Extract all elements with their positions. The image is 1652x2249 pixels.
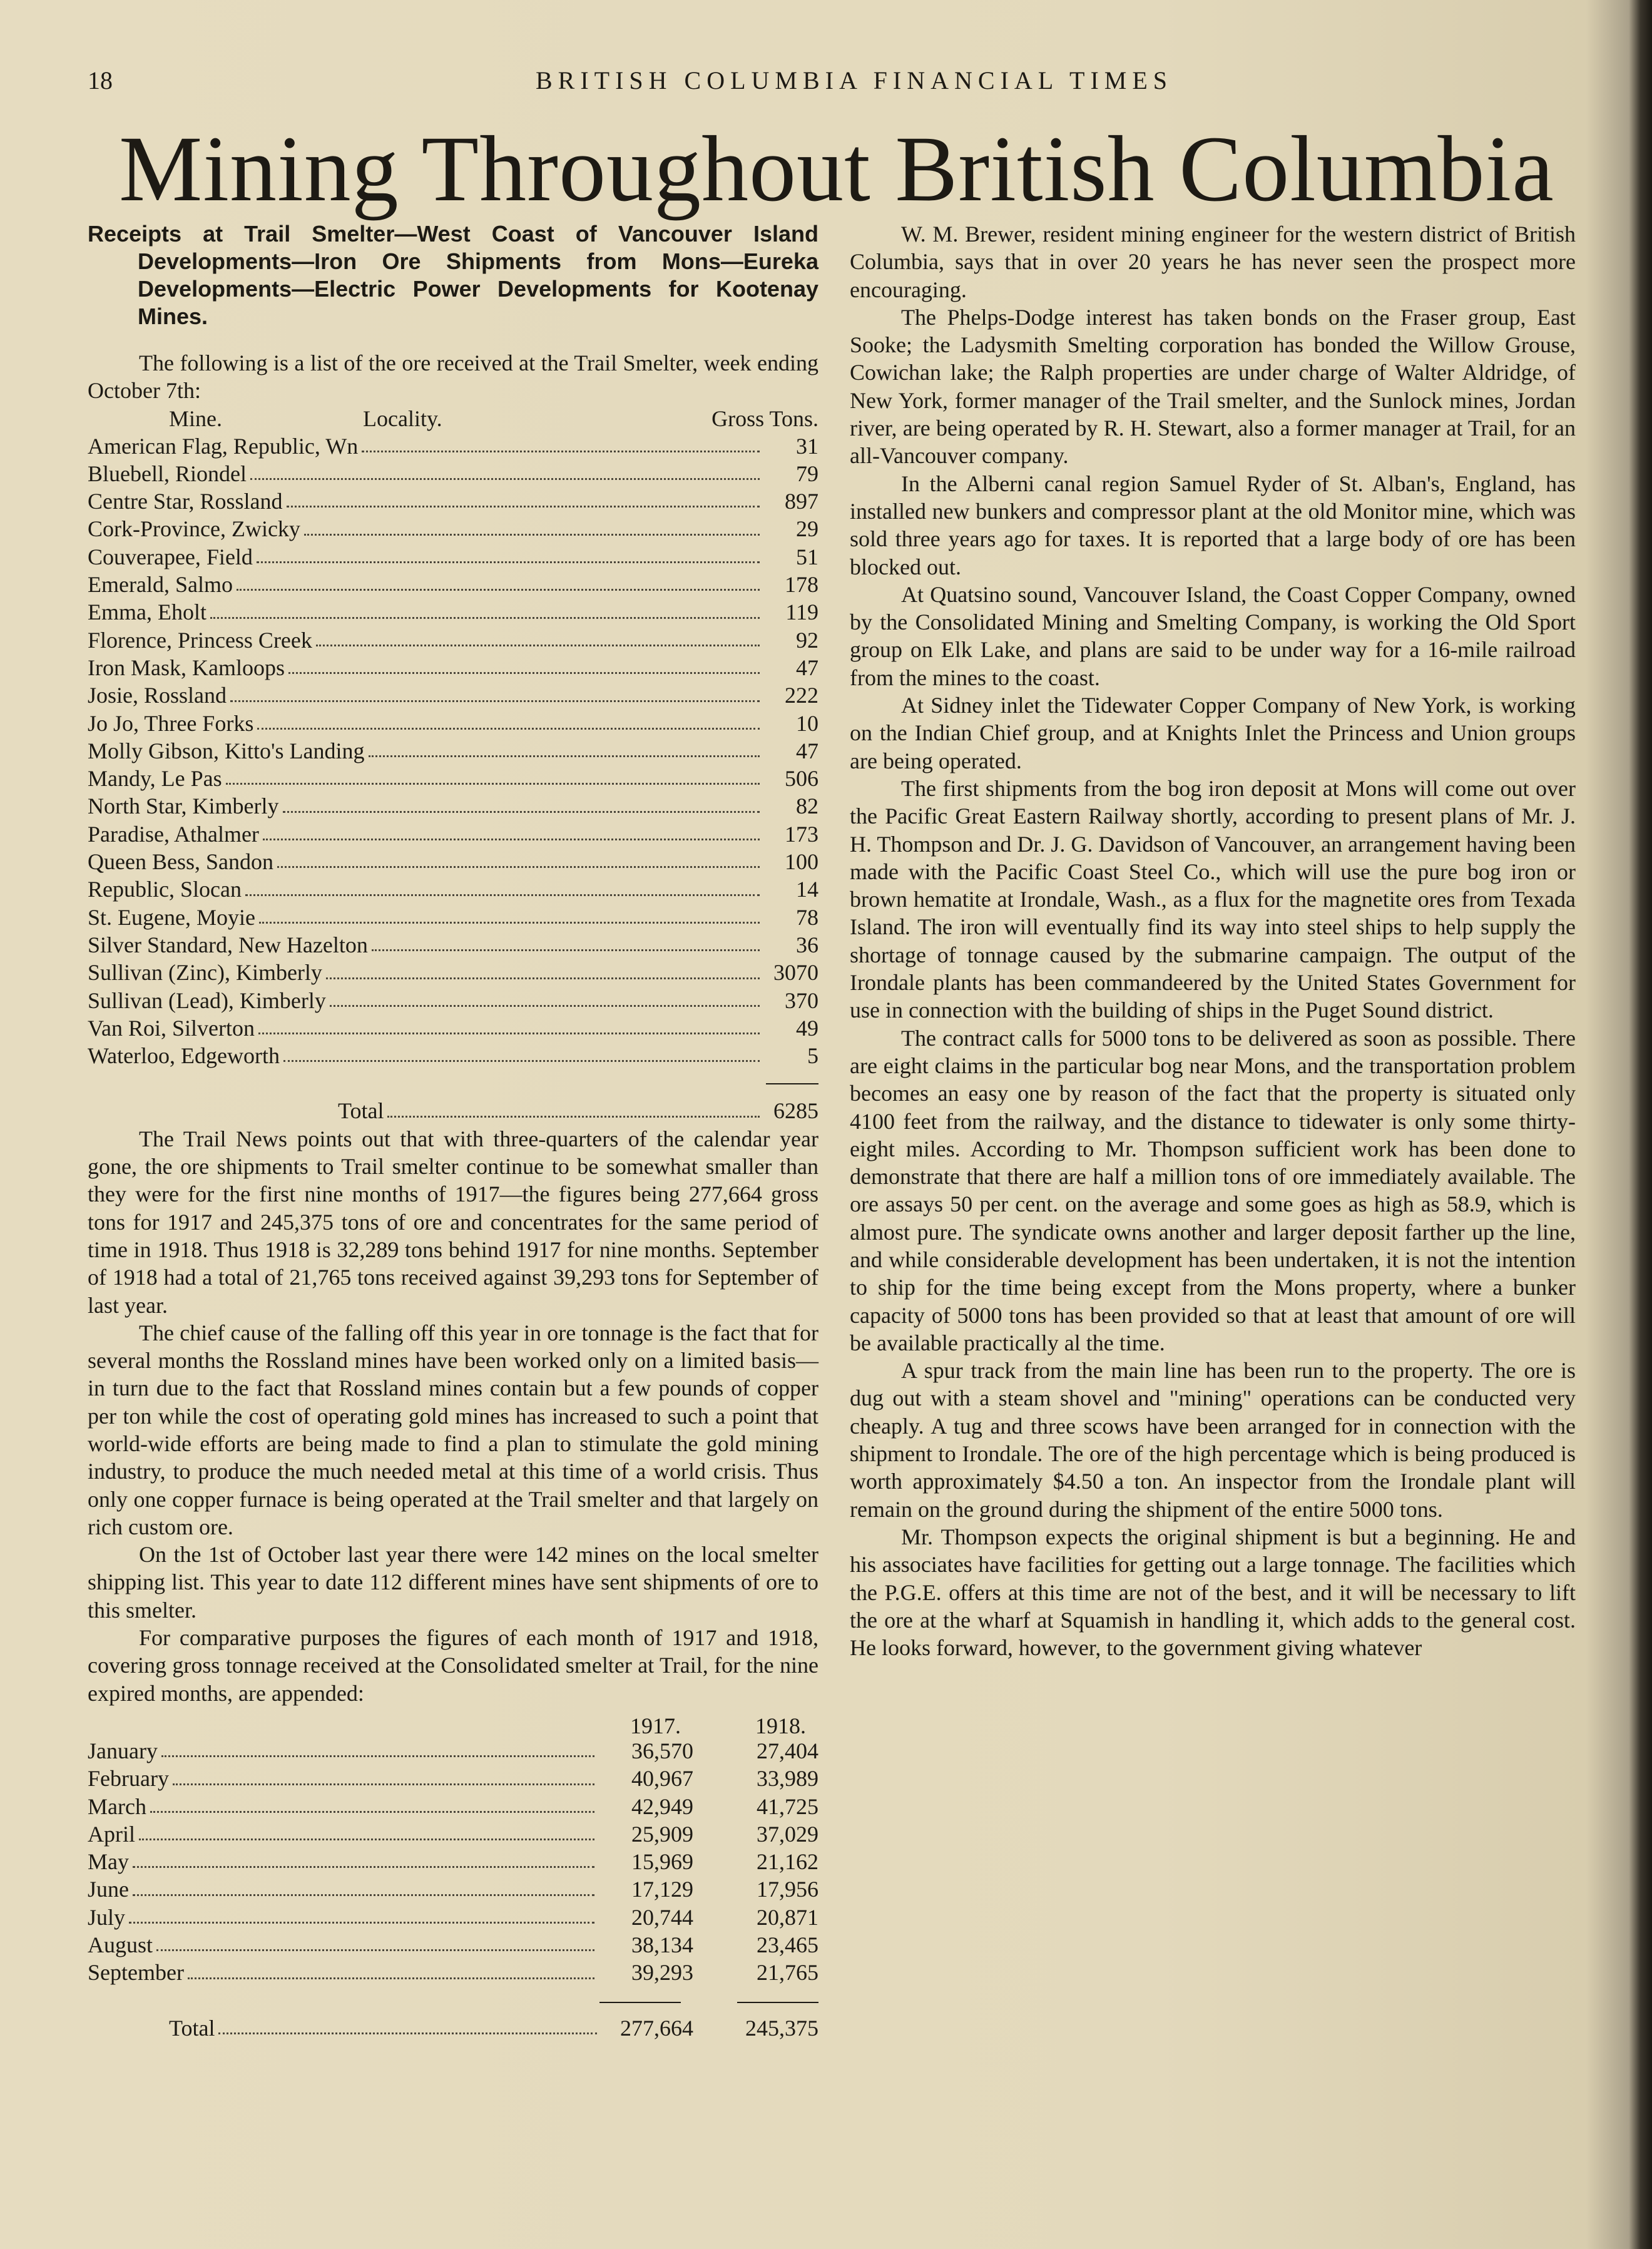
gross-tons: 47 [796, 738, 818, 763]
body-paragraph: At Quatsino sound, Vancouver Island, the Coast Copper Company, owned by the Consolidated Mining and Smelting Company, is working the Old Sport group on Elk Lake, and plans are said to be under way for a 16-mile railroad from the mines to the coast. [850, 581, 1576, 690]
month-row [88, 1820, 818, 1848]
leader-dots [283, 1060, 760, 1062]
gross-tons: 51 [796, 544, 818, 569]
mine-locality: Republic, Slocan [88, 877, 242, 902]
leader-dots [230, 700, 760, 702]
leader-dots [250, 478, 760, 480]
ore-row [88, 432, 818, 460]
value-1917: 42,949 [631, 1793, 693, 1819]
month-row [88, 1931, 818, 1959]
month-name: February [88, 1766, 169, 1792]
ore-row [88, 904, 818, 931]
month-name: September [88, 1960, 184, 1986]
ore-row [88, 654, 818, 681]
body-paragraph: For comparative purposes the figures of each month of 1917 and 1918, covering gross tonnage received at the Consolidated smelter at Trail, for the nine expired months, are appended: [88, 1625, 818, 1706]
leader-dots [133, 1866, 594, 1868]
monthly-table-header [88, 1712, 818, 1737]
ore-total-value: 6285 [773, 1098, 818, 1124]
month-row [88, 1904, 818, 1931]
ore-row [88, 1014, 818, 1042]
mine-locality: Sullivan (Lead), Kimberly [88, 987, 326, 1013]
value-1917: 36,570 [631, 1738, 693, 1763]
ore-table-rule [88, 1069, 818, 1097]
month-name: March [88, 1793, 146, 1819]
leader-dots [288, 672, 760, 674]
body-paragraph: A spur track from the main line has been run to the property. The ore is dug out with a steam shovel and "mining" operations can be conducted very cheaply. A tug and three scows have been arranged for in connection with the shipment to Irondale. The ore of the high percentage which is being produced is worth approximately $4.50 a ton. An inspector from the Irondale plant will remain on the ground during the shipment of the entire 5000 tons. [850, 1358, 1576, 1522]
month-name: August [88, 1932, 153, 1958]
monthly-total-1918: 245,375 [745, 2015, 818, 2041]
left-column [88, 220, 818, 2229]
gross-tons: 47 [796, 655, 818, 680]
leader-dots [387, 1116, 760, 1118]
leader-dots [277, 866, 760, 868]
article-subheading: Receipts at Trail Smelter—West Coast of Vancouver Island Developments—Iron Ore Shipments from Mons—Eureka Developments—Electric Power Developments for Kootenay Mines. [88, 221, 818, 329]
ore-table-total [88, 1097, 818, 1124]
leader-dots [156, 1949, 594, 1951]
mine-locality: Silver Standard, New Hazelton [88, 932, 368, 957]
mine-locality: Josie, Rossland [88, 683, 227, 708]
gross-tons: 222 [785, 683, 818, 708]
leader-dots [257, 728, 760, 730]
leader-dots [133, 1894, 594, 1896]
mine-locality: Queen Bess, Sandon [88, 849, 273, 875]
ore-table [88, 432, 818, 1070]
col-locality: Locality. [363, 405, 442, 431]
body-paragraph: On the 1st of October last year there were 142 mines on the local smelter shipping list. This year to date 112 different mines have sent shipments of ore to this smelter. [88, 1542, 818, 1623]
gross-tons: 92 [796, 627, 818, 653]
ore-row [88, 543, 818, 571]
ore-row [88, 987, 818, 1014]
gross-tons: 82 [796, 793, 818, 819]
month-name: April [88, 1821, 135, 1847]
value-1917: 39,293 [631, 1960, 693, 1986]
body-paragraph: Mr. Thompson expects the original shipment is but a beginning. He and his associates have facilities for getting out a large tonnage. The facilities which the P.G.E. offers at this time are not of the best, and it will be necessary to lift the ore at the wharf at Squamish in handling it, which adds to the general cost. He looks forward, however, to the government giving whatever [850, 1524, 1576, 1661]
mine-locality: Couverapee, Field [88, 544, 253, 569]
month-row [88, 1765, 818, 1792]
month-name: January [88, 1738, 158, 1763]
body-paragraph: The chief cause of the falling off this year in ore tonnage is the fact that for several months the Rossland mines have been worked only on a limited basis—in turn due to the fact that Rossland mines contain but a few pounds of copper per ton while the cost of operating gold mines has increased to such a point that world-wide efforts are being made to find a plan to stimulate the gold mining industry, to produce the much needed metal at this time of a world crisis. Thus only one copper furnace is being operated at the Trail smelter and that largely on rich custom ore. [88, 1320, 818, 1539]
mine-locality: Florence, Princess Creek [88, 627, 312, 653]
body-paragraph: In the Alberni canal region Samuel Ryder of St. Alban's, England, has installed new bunkers and compressor plant at the old Monitor mine, which was sold three years ago for taxes. It is reported that a large body of ore has been blocked out. [850, 471, 1576, 579]
ore-row [88, 848, 818, 875]
ore-total-label: Total [338, 1098, 384, 1124]
leader-dots [161, 1755, 594, 1757]
mine-locality: Centre Star, Rossland [88, 489, 283, 514]
gross-tons: 3070 [773, 960, 818, 986]
value-1918: 21,765 [757, 1960, 818, 1986]
leader-dots [259, 922, 760, 924]
body-paragraph: The first shipments from the bog iron deposit at Mons will come out over the Pacific Great Eastern Railway shortly, according to present plans of Mr. J. H. Thompson and Dr. J. G. Davidson of Vancouver, an arrangement having been made with the Pacific Coast Steel Co., which will use the pure bog iron or brown hematite at Irondale, Wash., as a flux for the magnetite ores from Texada Island. The iron will eventually find its way into steel ships to help supply the shortage of tonnage caused by the submarine campaign. The output of the Irondale plants has been commandeered by the United States Government for use in connection with the building of ships in the Puget Sound district. [850, 775, 1576, 1023]
page-number: 18 [88, 66, 113, 94]
gross-tons: 36 [796, 932, 818, 957]
intro-paragraph: The following is a list of the ore received at the Trail Smelter, week ending October 7th: [88, 350, 818, 404]
leader-dots [257, 561, 760, 563]
leader-dots [372, 949, 760, 951]
ore-row [88, 820, 818, 848]
mine-locality: St. Eugene, Moyie [88, 904, 255, 930]
value-1917: 17,129 [631, 1877, 693, 1902]
month-row [88, 1959, 818, 1986]
leader-dots [263, 839, 760, 840]
value-1917: 15,969 [631, 1849, 693, 1875]
ore-row [88, 626, 818, 654]
leader-dots [173, 1783, 594, 1785]
month-row [88, 1793, 818, 1820]
leader-dots [304, 534, 760, 536]
mine-locality: Iron Mask, Kamloops [88, 655, 285, 680]
ore-row [88, 681, 818, 709]
value-1918: 37,029 [757, 1821, 818, 1847]
value-1917: 25,909 [631, 1821, 693, 1847]
month-name: May [88, 1849, 129, 1875]
month-row [88, 1737, 818, 1765]
month-name: June [88, 1877, 129, 1902]
ore-row [88, 571, 818, 598]
ore-row [88, 515, 818, 543]
ore-row [88, 487, 818, 515]
leader-dots [362, 451, 760, 452]
mine-locality: Waterloo, Edgeworth [88, 1043, 280, 1069]
mine-locality: Cork-Province, Zwicky [88, 516, 300, 542]
value-1918: 23,465 [757, 1932, 818, 1958]
value-1917: 20,744 [631, 1904, 693, 1930]
value-1918: 41,725 [757, 1793, 818, 1819]
mine-locality: Van Roi, Silverton [88, 1015, 255, 1041]
leader-dots [188, 1977, 594, 1979]
body-paragraph: At Sidney inlet the Tidewater Copper Company of New York, is working on the Indian Chief group, and at Knights Inlet the Princess and Union groups are being operated. [850, 693, 1576, 773]
col-mine: Mine. [169, 405, 222, 431]
gross-tons: 506 [785, 766, 818, 792]
gross-tons: 100 [785, 849, 818, 875]
value-1918: 17,956 [757, 1877, 818, 1902]
leader-dots [330, 1005, 760, 1007]
ore-row [88, 875, 818, 903]
gross-tons: 10 [796, 710, 818, 736]
leader-dots [129, 1922, 594, 1924]
month-name: July [88, 1904, 126, 1930]
monthly-total-1917: 277,664 [620, 2015, 693, 2041]
right-body-text [850, 220, 1576, 1661]
ore-row [88, 737, 818, 765]
value-1918: 21,162 [757, 1849, 818, 1875]
running-title: BRITISH COLUMBIA FINANCIAL TIMES [535, 66, 1173, 94]
body-paragraph: W. M. Brewer, resident mining engineer for the western district of British Columbia, says that in over 20 years he has never seen the prospect more encouraging. [850, 222, 1576, 302]
gross-tons: 14 [796, 877, 818, 902]
right-column [850, 220, 1576, 2229]
leader-dots [258, 1033, 760, 1034]
mine-locality: North Star, Kimberly [88, 793, 279, 819]
leader-dots [226, 783, 760, 785]
mine-locality: Bluebell, Riondel [88, 461, 247, 486]
gross-tons: 78 [796, 904, 818, 930]
monthly-table-rule [88, 1987, 818, 2014]
month-row [88, 1848, 818, 1875]
month-row [88, 1875, 818, 1903]
leader-dots [237, 589, 760, 591]
leader-dots [369, 755, 760, 757]
monthly-table [88, 1737, 818, 1987]
monthly-table-total [88, 2014, 818, 2042]
value-1918: 33,989 [757, 1766, 818, 1792]
ore-row [88, 765, 818, 792]
gross-tons: 897 [785, 489, 818, 514]
left-body-text [88, 1125, 818, 1707]
mine-locality: Sullivan (Zinc), Kimberly [88, 960, 322, 986]
gross-tons: 49 [796, 1015, 818, 1041]
gross-tons: 29 [796, 516, 818, 542]
mine-locality: Mandy, Le Pas [88, 766, 222, 792]
col-1917: 1917. [630, 1713, 681, 1738]
gross-tons: 178 [785, 572, 818, 598]
mine-locality: Paradise, Athalmer [88, 821, 259, 847]
mine-locality: American Flag, Republic, Wn [88, 433, 359, 459]
mine-locality: Jo Jo, Three Forks [88, 710, 254, 736]
mine-locality: Molly Gibson, Kitto's Landing [88, 738, 365, 763]
leader-dots [245, 894, 760, 896]
monthly-total-label: Total [169, 2015, 215, 2041]
gross-tons: 119 [785, 599, 818, 625]
ore-row [88, 792, 818, 820]
col-1918: 1918. [755, 1713, 806, 1738]
article-title: Mining Throughout British Columbia [119, 117, 1554, 221]
value-1918: 27,404 [757, 1738, 818, 1763]
page-header [88, 66, 1546, 103]
ore-row [88, 1042, 818, 1069]
ore-row [88, 710, 818, 737]
value-1917: 38,134 [631, 1932, 693, 1958]
ore-row [88, 598, 818, 626]
ore-table-header [88, 405, 818, 432]
leader-dots [287, 506, 760, 507]
gross-tons: 5 [807, 1043, 818, 1069]
ore-row [88, 460, 818, 487]
gross-tons: 173 [785, 821, 818, 847]
value-1918: 20,871 [757, 1904, 818, 1930]
body-paragraph: The contract calls for 5000 tons to be delivered as soon as possible. There are eight claims in the particular bog near Mons, and the transportation problem becomes an easy one by reason of the fact that the property is situated only 4100 feet from the railway, and the distance to tidewater is only some thirty-eight miles. According to Mr. Thompson sufficient work has been done to demonstrate that there are half a million tons of ore immediately available. The ore assays 50 per cent. on the average and some goes as high as 58.9, which is almost pure. The syndicate owns another and larger deposit farther up the line, and while considerable development has been undertaken, it is not the intention to ship for the time being except from the Mons property, where a bunker capacity of 5000 tons has been provided so that at least that amount of ore will be available practically al the time. [850, 1025, 1576, 1355]
body-paragraph: The Trail News points out that with three-quarters of the calendar year gone, the ore shipments to Trail smelter continue to be somewhat smaller than they were for the first nine months of 1917—the figures being 277,664 gross tons for 1917 and 245,375 tons of ore and concentrates for the same period of time in 1918. Thus 1918 is 32,289 tons behind 1917 for nine months. September of 1918 had a total of 21,765 tons received against 39,293 tons for September of last year. [88, 1126, 818, 1318]
mine-locality: Emma, Eholt [88, 599, 206, 625]
value-1917: 40,967 [631, 1766, 693, 1792]
gross-tons: 79 [796, 461, 818, 486]
leader-dots [139, 1838, 594, 1840]
leader-dots [316, 645, 760, 646]
gross-tons: 370 [785, 987, 818, 1013]
leader-dots [210, 617, 760, 619]
ore-row [88, 959, 818, 986]
mine-locality: Emerald, Salmo [88, 572, 233, 598]
col-gross-tons: Gross Tons. [711, 405, 818, 431]
leader-dots [218, 2032, 597, 2034]
gross-tons: 31 [796, 433, 818, 459]
body-paragraph: The Phelps-Dodge interest has taken bonds on the Fraser group, East Sooke; the Ladysmith Smelting corporation has bonded the Willow Grouse, Cowichan lake; the Ralph properties are under charge of Walter Aldridge, of New York, former manager of the Trail smelter, and the Sunlock mines, Jordan river, are being operated by R. H. Stewart, also a former manager at Trail, for an all-Vancouver company. [850, 304, 1576, 469]
ore-row [88, 931, 818, 959]
leader-dots [326, 977, 760, 979]
leader-dots [150, 1811, 594, 1813]
leader-dots [283, 811, 760, 813]
